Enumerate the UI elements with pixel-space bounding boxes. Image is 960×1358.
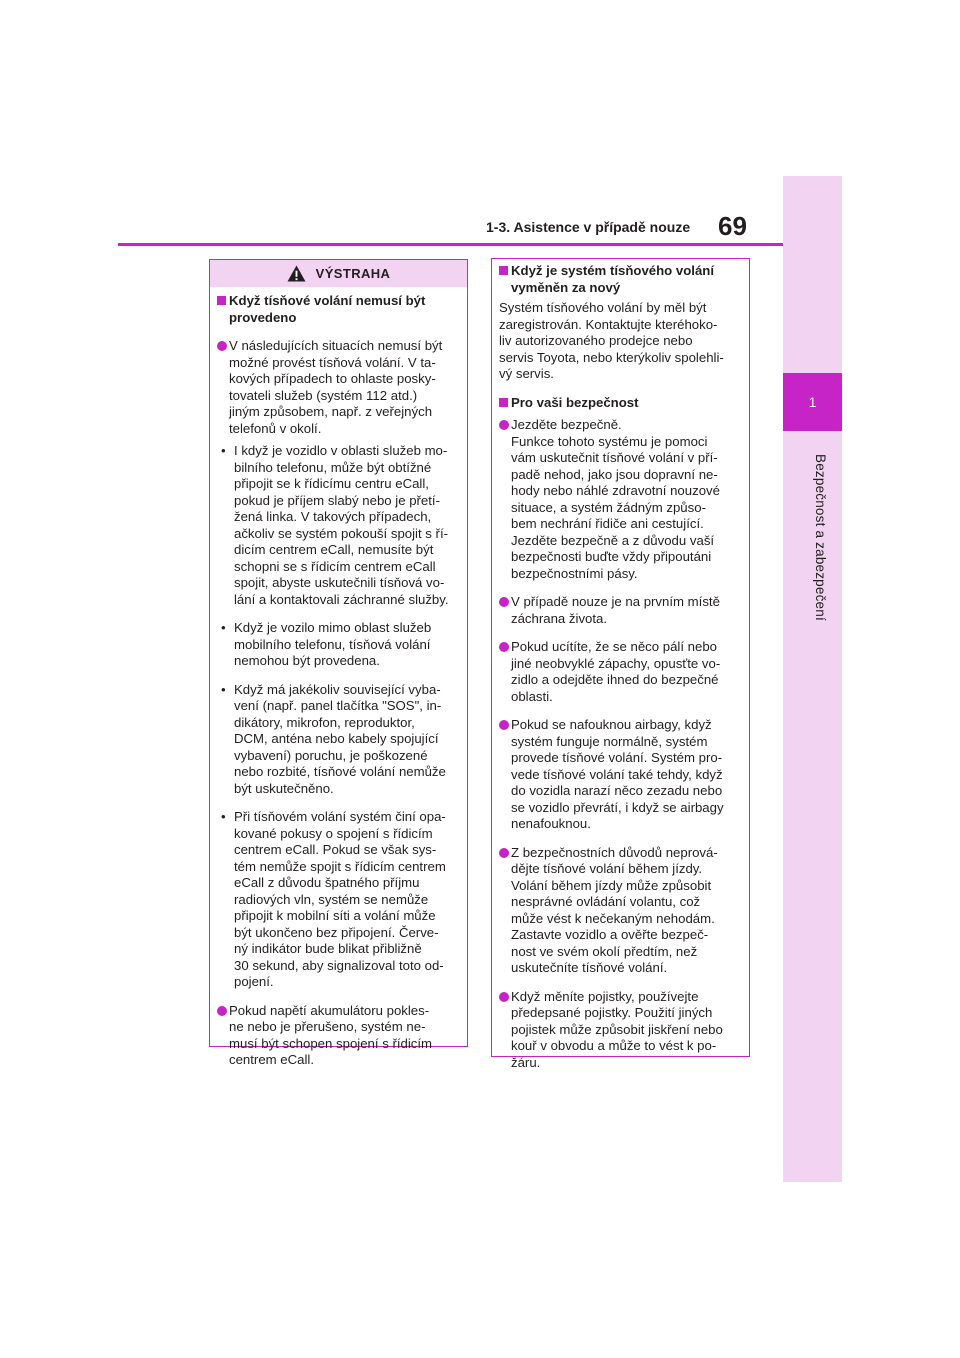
warning-sub-item: • Když je vozilo mimo oblast služeb mobilního telefonu, tísňová volání nemohou být provedena. [217, 620, 460, 670]
info-paragraph: Systém tísňového volání by měl být zaregistrován. Kontaktujte kteréhoko- liv autorizovaného prodejce nebo servis Toyota, nebo kterýkoliv spolehli- vý servis. [499, 300, 724, 381]
info-box [491, 258, 750, 1070]
safety-bullet: Pokud se nafouknou airbagy, když systém funguje normálně, systém provede tísňové volání. Systém pro- vede tísňové volání také tehdy, když do vozidla narazí něco zezadu nebo se vozidlo převrátí, i když se airbagy nenafouknou. [499, 717, 742, 833]
section-title: 1-3. Asistence v případě nouze [486, 219, 691, 235]
safety-bullet: Z bezpečnostních důvodů neprová- dějte tísňové volání během jízdy. Volání během jízdy může způsobit nesprávné ovládání volantu, což může vést k nečekaným nehodám. Zastavte vozidlo a ověřte bezpeč- nost ve svém okolí předtím, než uskutečníte tísňové volání. [499, 845, 742, 977]
page-number: 69 [718, 211, 747, 241]
chapter-number: 1 [783, 373, 842, 431]
safety-bullet: Pokud ucítíte, že se něco pálí nebo jiné neobvyklé zápachy, opusťte vo- zidlo a odejděte ihned do bezpečné oblasti. [499, 639, 742, 705]
warning-sub-item: • I když je vozidlo v oblasti služeb mo- bilního telefonu, může být obtížné připojit se k řídicímu centru eCall, pokud je příjem slabý nebo je přetí- žená linka. V takových případech, ačkoliv se systém pokouší spojit s ří- dicím centrem eCall, nemusíte být schopni se s řídicím centrem eCall spojit, abyste uskutečnili tísňová vo- lání a kontaktovali záchranné služby. [217, 443, 460, 608]
warning-box [209, 259, 468, 1067]
warning-header [210, 260, 467, 287]
warning-triangle-icon [287, 265, 306, 282]
warning-body [210, 287, 467, 1069]
safety-bullet: Jezděte bezpečně. Funkce tohoto systému je pomoci vám uskutečnit tísňové volání v pří- padě nehod, jako jsou dopravní ne- hody nebo náhlé zdravotní nouzové situace, a systém žádným způso- bem nechrání řidiče ani cestující. Jezděte bezpečně a z důvodu vaší bezpečnosti buďte vždy připoutáni bezpečnostními pásy. [499, 417, 742, 582]
warning-sub-item: • Když má jakékoliv související vyba- vení (např. panel tlačítka "SOS", in- dikátory, mikrofon, reproduktor, DCM, anténa nebo kabely spojující vybavení) poruchu, je poškozené nebo rozbité, tísňové volání nemůže být uskutečněno. [217, 682, 460, 798]
chapter-title: Bezpečnost a zabezpečení [813, 454, 828, 621]
warning-heading: Když tísňové volání nemusí být provedeno [217, 293, 460, 326]
side-tab [783, 176, 842, 1182]
warning-sub-item: • Při tísňovém volání systém činí opa- kované pokusy o spojení s řídicím centrem eCall. Pokud se však sys- tém nemůže spojit s řídicím centrem eCall z důvodu špatného příjmu radiových vln, systém se nemůže připojit k mobilní síti a volání může být ukončeno bez připojení. Červe- ný indikátor bude blikat přibližně 30 sekund, aby signalizoval toto od- pojení. [217, 809, 460, 991]
safety-bullet: V případě nouze je na prvním místě záchrana života. [499, 594, 742, 627]
warning-bullet: Pokud napětí akumulátoru pokles- ne nebo je přerušeno, systém ne- musí být schopen spojení s řídicím centrem eCall. [217, 1003, 460, 1069]
header-rule [118, 243, 783, 246]
info-heading-safety: Pro vaši bezpečnost [499, 395, 742, 412]
safety-bullet: Když měníte pojistky, používejte předepsané pojistky. Použití jiných pojistek může způsobit jiskření nebo kouř v obvodu a může to vést k po- žáru. [499, 989, 742, 1072]
info-heading-replacement: Když je systém tísňového volání vyměněn za nový [499, 263, 742, 296]
warning-title: VÝSTRAHA [315, 266, 391, 281]
warning-bullet: V následujících situacích nemusí být možné provést tísňová volání. V ta- kových případech to ohlaste posky- tovateli služeb (systém 112 atd.) jiným způsobem, např. z veřejných telefonů v okolí. [217, 338, 460, 437]
